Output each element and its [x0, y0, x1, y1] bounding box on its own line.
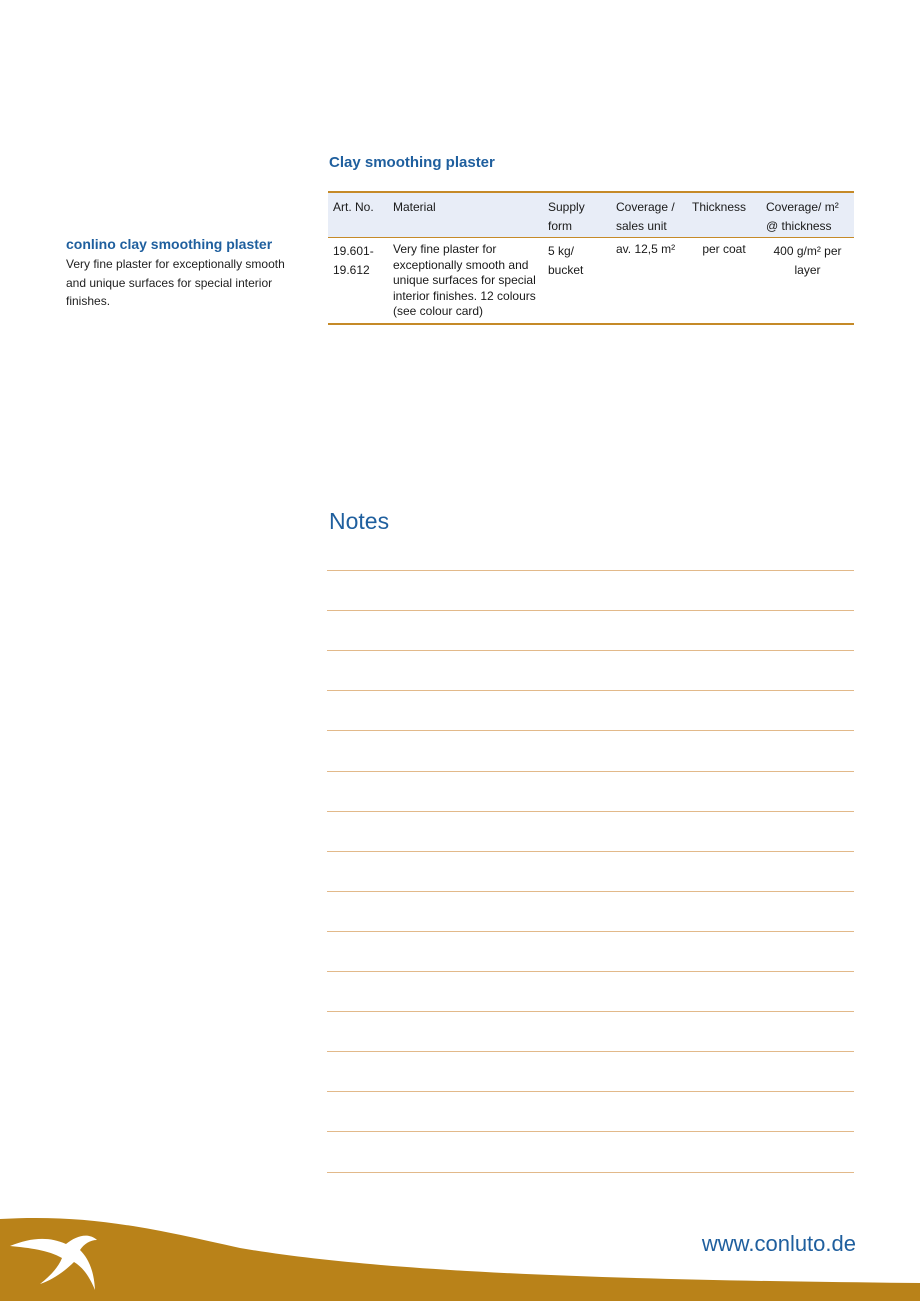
cell-art-no: 19.601- 19.612 [328, 238, 388, 324]
note-line [327, 1051, 854, 1052]
notes-title: Notes [329, 508, 390, 534]
note-line [327, 1172, 854, 1173]
note-line [327, 610, 854, 611]
table-header-row [328, 192, 854, 238]
note-line [327, 1131, 854, 1132]
note-line [327, 650, 854, 651]
note-line [327, 1091, 854, 1092]
cell-thickness: per coat [687, 238, 761, 324]
product-name: conlino clay smoothing plaster [66, 236, 273, 252]
cell-coverage-sales-unit: av. 12,5 m² [611, 238, 687, 324]
product-description: Very fine plaster for exceptionally smooth and unique surfaces for special interior finishes. [66, 257, 285, 308]
note-line [327, 931, 854, 932]
column-header-coverage-thickness: Coverage/ m² @ thickness [761, 192, 854, 238]
product-table [328, 191, 854, 325]
column-header-coverage-sales-unit: Coverage / sales unit [611, 192, 687, 238]
note-line [327, 891, 854, 892]
column-header-material: Material [388, 192, 543, 238]
table-row [328, 238, 854, 324]
product-sidebar [66, 236, 302, 311]
cell-coverage-thickness: 400 g/m² per layer [761, 238, 854, 324]
note-line [327, 851, 854, 852]
cell-supply-form: 5 kg/ bucket [543, 238, 611, 324]
column-header-thickness: Thickness [687, 192, 761, 238]
note-line [327, 570, 854, 571]
note-line [327, 1011, 854, 1012]
column-header-supply-form: Supply form [543, 192, 611, 238]
website-link[interactable]: www.conluto.de [701, 1231, 856, 1256]
cell-material: Very fine plaster for exceptionally smooth and unique surfaces for special interior finishes. 12 colours (see colour card) [388, 238, 543, 324]
note-line [327, 771, 854, 772]
note-line [327, 971, 854, 972]
note-line [327, 690, 854, 691]
column-header-art-no: Art. No. [328, 192, 388, 238]
section-title: Clay smoothing plaster [329, 154, 495, 171]
note-line [327, 811, 854, 812]
note-line [327, 730, 854, 731]
